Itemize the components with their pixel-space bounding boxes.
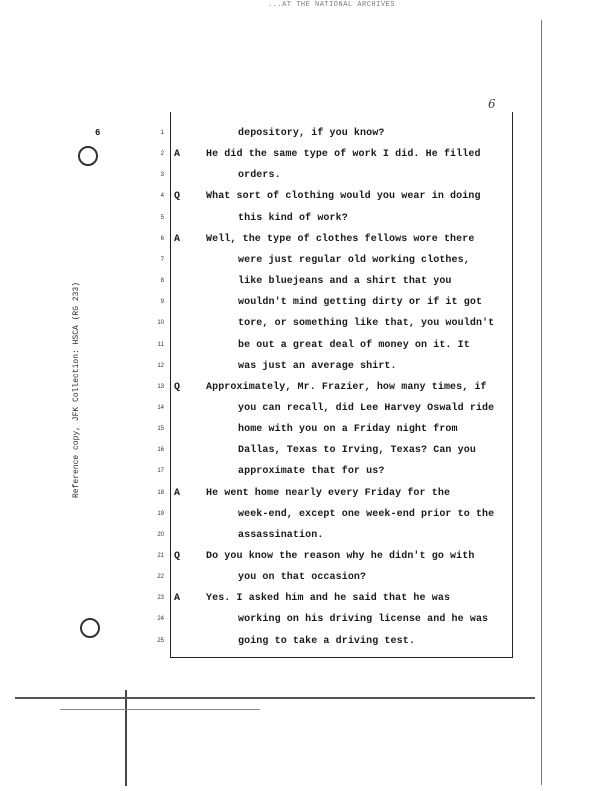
transcript-line: He went home nearly every Friday for the: [206, 487, 451, 499]
transcript-line: week-end, except one week-end prior to the: [238, 508, 495, 520]
transcript-line: Approximately, Mr. Frazier, how many times, if: [206, 381, 487, 393]
transcript-line: be out a great deal of money on it. It: [238, 339, 470, 351]
reference-copy-note: Reference copy, JFK Collection: HSCA (RG 233): [72, 281, 81, 498]
line-number: 3: [160, 172, 164, 179]
speaker-label: A: [174, 149, 181, 161]
transcript-line: depository, if you know?: [238, 128, 385, 139]
transcript-line: going to take a driving test.: [238, 635, 415, 647]
line-number: 8: [160, 278, 164, 285]
line-number: 20: [157, 531, 164, 538]
line-number: 12: [157, 362, 164, 369]
line-number: 9: [160, 299, 164, 306]
speaker-label: A: [174, 593, 181, 605]
line-number: 6: [160, 235, 164, 242]
speaker-label: Q: [174, 191, 181, 203]
transcript-line: Do you know the reason why he didn't go with: [206, 551, 475, 562]
speaker-label: A: [174, 233, 181, 245]
transcript-line: orders.: [238, 170, 281, 182]
line-number: 11: [157, 341, 164, 348]
transcript-line: assassination.: [238, 529, 324, 541]
line-number: 15: [157, 426, 164, 433]
line-number: 1: [160, 130, 164, 136]
page-number-left: 6: [95, 128, 101, 138]
transcript-line: home with you on a Friday night from: [238, 424, 458, 436]
right-margin-rule: [541, 20, 542, 785]
line-number: 17: [157, 468, 164, 475]
bottom-rule: [15, 697, 535, 699]
page-number-right: 6: [488, 97, 496, 111]
transcript-line: were just regular old working clothes,: [238, 254, 470, 266]
transcript-line: you can recall, did Lee Harvey Oswald ride: [238, 402, 495, 414]
speaker-label: Q: [174, 551, 181, 562]
line-number: 18: [157, 489, 164, 496]
line-number: 4: [160, 193, 164, 200]
line-number: 14: [157, 404, 164, 411]
line-number: 10: [157, 320, 164, 327]
transcript-line: He did the same type of work I did. He filled: [206, 149, 481, 161]
line-number: 7: [160, 256, 164, 263]
archive-stamp: ...AT THE NATIONAL ARCHIVES: [268, 1, 395, 9]
line-number: 5: [160, 214, 164, 221]
line-number: 19: [157, 510, 164, 517]
transcript-line: Well, the type of clothes fellows wore there: [206, 233, 475, 245]
speaker-label: Q: [174, 381, 181, 393]
transcript-line: was just an average shirt.: [238, 360, 397, 372]
line-number: 16: [157, 447, 164, 454]
transcript-line: approximate that for us?: [238, 466, 385, 478]
line-number: 2: [160, 151, 164, 158]
left-margin-rule: [125, 690, 127, 786]
transcript-line: like bluejeans and a shirt that you: [238, 276, 452, 288]
line-number: 25: [157, 637, 164, 644]
transcript-line: you on that occasion?: [238, 572, 367, 584]
transcript-line: Dallas, Texas to Irving, Texas? Can you: [238, 445, 476, 457]
punch-hole-bottom: [80, 618, 100, 638]
transcript-line: working on his driving license and he was: [238, 614, 489, 626]
transcript-line: What sort of clothing would you wear in doing: [206, 191, 481, 203]
line-number: 22: [157, 574, 164, 581]
line-number: 23: [157, 595, 164, 602]
transcript-line: Yes. I asked him and he said that he was: [206, 593, 451, 605]
line-number: 13: [157, 383, 164, 390]
transcript-line: tore, or something like that, you wouldn't: [238, 318, 495, 330]
speaker-label: A: [174, 487, 181, 499]
bottom-rule-secondary: [60, 709, 260, 710]
punch-hole-top: [78, 146, 98, 166]
line-number: 21: [157, 553, 164, 559]
transcript-line: wouldn't mind getting dirty or if it got: [238, 297, 483, 309]
transcript-line: this kind of work?: [238, 212, 348, 224]
line-number: 24: [157, 616, 164, 623]
